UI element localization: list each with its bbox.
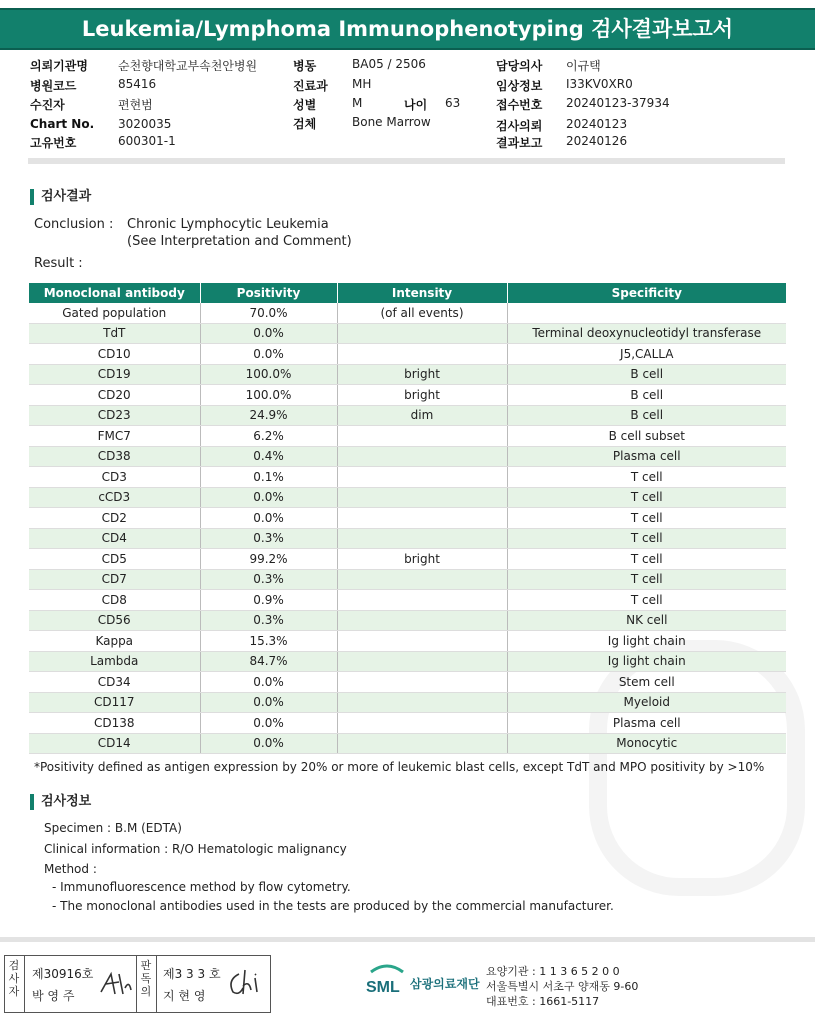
- positivity-cell: 15.3%: [200, 631, 337, 652]
- section-title-result: 검사결과: [30, 189, 91, 205]
- org-code: 요양기관 : 1 1 3 6 5 2 0 0: [486, 965, 620, 978]
- positivity-cell: 0.3%: [200, 528, 337, 549]
- column-header: Monoclonal antibody: [29, 283, 200, 303]
- signature-box: [4, 955, 271, 1013]
- specificity-cell: [507, 303, 786, 323]
- table-row: [29, 426, 786, 447]
- info-value: 3020035: [118, 117, 172, 131]
- antibody-cell: CD8: [29, 590, 200, 611]
- section-title-info: 검사정보: [30, 794, 91, 810]
- info-label: 담당의사: [496, 59, 543, 73]
- antibody-cell: CD138: [29, 713, 200, 734]
- reader-signature-icon: [225, 966, 265, 1000]
- antibody-cell: CD3: [29, 467, 200, 488]
- positivity-cell: 0.0%: [200, 733, 337, 754]
- specificity-cell: Terminal deoxynucleotidyl transferase: [507, 323, 786, 344]
- positivity-cell: 6.2%: [200, 426, 337, 447]
- method-line-1: - Immunofluorescence method by flow cytometry.: [52, 880, 351, 894]
- table-row: [29, 528, 786, 549]
- specificity-cell: Plasma cell: [507, 713, 786, 734]
- specificity-cell: Myeloid: [507, 692, 786, 713]
- specificity-cell: T cell: [507, 508, 786, 529]
- specificity-cell: Ig light chain: [507, 631, 786, 652]
- specificity-cell: B cell: [507, 385, 786, 406]
- table-row: [29, 692, 786, 713]
- specificity-cell: B cell: [507, 405, 786, 426]
- specimen-text: Specimen : B.M (EDTA): [44, 821, 182, 835]
- specificity-cell: T cell: [507, 487, 786, 508]
- intensity-cell: bright: [337, 549, 507, 570]
- antibody-cell: FMC7: [29, 426, 200, 447]
- antibody-cell: Lambda: [29, 651, 200, 672]
- column-header: Specificity: [507, 283, 786, 303]
- info-label: 병동: [293, 59, 317, 73]
- column-header: Intensity: [337, 283, 507, 303]
- specificity-cell: Monocytic: [507, 733, 786, 754]
- info-label: 의뢰기관명: [30, 59, 88, 73]
- antibody-cell: CD5: [29, 549, 200, 570]
- positivity-cell: 0.1%: [200, 467, 337, 488]
- info-value: 20240126: [566, 134, 628, 148]
- specificity-cell: B cell subset: [507, 426, 786, 447]
- antibody-cell: CD34: [29, 672, 200, 693]
- antibody-cell: CD2: [29, 508, 200, 529]
- antibody-cell: Gated population: [29, 303, 200, 323]
- info-label: 결과보고: [496, 136, 543, 150]
- intensity-cell: bright: [337, 385, 507, 406]
- table-row: [29, 569, 786, 590]
- info-label: 고유번호: [30, 136, 77, 150]
- intensity-cell: [337, 528, 507, 549]
- specificity-cell: B cell: [507, 364, 786, 385]
- antibody-cell: cCD3: [29, 487, 200, 508]
- table-row: [29, 508, 786, 529]
- intensity-cell: [337, 467, 507, 488]
- info-value: 600301-1: [118, 134, 176, 148]
- intensity-cell: [337, 426, 507, 447]
- intensity-cell: [337, 733, 507, 754]
- info-label: 나이: [404, 98, 428, 112]
- specificity-cell: Ig light chain: [507, 651, 786, 672]
- antibody-cell: TdT: [29, 323, 200, 344]
- intensity-cell: [337, 631, 507, 652]
- intensity-cell: [337, 651, 507, 672]
- positivity-cell: 24.9%: [200, 405, 337, 426]
- info-label: 진료과: [293, 79, 328, 93]
- antibody-cell: CD7: [29, 569, 200, 590]
- antibody-cell: CD38: [29, 446, 200, 467]
- intensity-cell: [337, 692, 507, 713]
- info-value: M: [352, 96, 363, 110]
- intensity-cell: [337, 487, 507, 508]
- positivity-cell: 0.3%: [200, 610, 337, 631]
- method-label: Method :: [44, 862, 97, 876]
- method-line-2: - The monoclonal antibodies used in the tests are produced by the commercial manufacturer.: [52, 899, 614, 913]
- sml-logo-icon: [365, 962, 409, 998]
- examiner-label: 검사자: [8, 959, 20, 998]
- positivity-cell: 0.0%: [200, 508, 337, 529]
- intensity-cell: dim: [337, 405, 507, 426]
- antibody-cell: CD20: [29, 385, 200, 406]
- positivity-cell: 0.0%: [200, 672, 337, 693]
- examiner-name: 박 영 주: [32, 989, 75, 1003]
- intensity-cell: [337, 508, 507, 529]
- result-label: Result :: [34, 256, 83, 271]
- table-row: [29, 610, 786, 631]
- info-label: 임상정보: [496, 79, 543, 93]
- info-value: Bone Marrow: [352, 115, 431, 129]
- antibody-cell: CD117: [29, 692, 200, 713]
- positivity-cell: 100.0%: [200, 385, 337, 406]
- conclusion-label: Conclusion :: [34, 217, 114, 232]
- antibody-cell: CD14: [29, 733, 200, 754]
- info-value: MH: [352, 77, 372, 91]
- positivity-cell: 100.0%: [200, 364, 337, 385]
- specificity-cell: Plasma cell: [507, 446, 786, 467]
- table-row: [29, 467, 786, 488]
- positivity-cell: 0.4%: [200, 446, 337, 467]
- table-row: [29, 590, 786, 611]
- reader-label: 판독의: [140, 959, 152, 998]
- org-name: 삼광의료재단: [410, 977, 480, 991]
- specificity-cell: T cell: [507, 528, 786, 549]
- intensity-cell: [337, 610, 507, 631]
- info-value: 85416: [118, 77, 157, 91]
- svg-text:SML: SML: [366, 979, 400, 996]
- positivity-cell: 0.3%: [200, 569, 337, 590]
- intensity-cell: [337, 713, 507, 734]
- footer-divider: [0, 937, 815, 942]
- positivity-cell: 0.0%: [200, 323, 337, 344]
- positivity-cell: 0.0%: [200, 344, 337, 365]
- divider: [28, 158, 785, 164]
- table-row: [29, 323, 786, 344]
- antibody-cell: CD4: [29, 528, 200, 549]
- org-address: 서울특별시 서초구 양재동 9-60: [486, 980, 639, 993]
- table-row: [29, 487, 786, 508]
- table-row: [29, 446, 786, 467]
- info-value: 20240123: [566, 117, 628, 131]
- org-phone: 대표번호 : 1661-5117: [486, 995, 600, 1008]
- footnote: *Positivity defined as antigen expression by 20% or more of leukemic blast cells, except TdT and MPO positivity by >10%: [34, 760, 765, 774]
- antibody-cell: CD10: [29, 344, 200, 365]
- antibody-cell: CD56: [29, 610, 200, 631]
- info-value: 순천향대학교부속천안병원: [118, 59, 258, 73]
- intensity-cell: [337, 344, 507, 365]
- antibody-cell: CD23: [29, 405, 200, 426]
- specificity-cell: J5,CALLA: [507, 344, 786, 365]
- specificity-cell: NK cell: [507, 610, 786, 631]
- table-row: [29, 713, 786, 734]
- column-header: Positivity: [200, 283, 337, 303]
- info-label: 검사의뢰: [496, 119, 543, 133]
- intensity-cell: [337, 446, 507, 467]
- intensity-cell: [337, 672, 507, 693]
- info-value: 63: [445, 96, 461, 110]
- intensity-cell: [337, 590, 507, 611]
- clinical-info-text: Clinical information : R/O Hematologic malignancy: [44, 842, 347, 856]
- intensity-cell: [337, 323, 507, 344]
- examiner-signature-icon: [97, 968, 133, 1000]
- info-label: 수진자: [30, 98, 65, 112]
- intensity-cell: [337, 569, 507, 590]
- report-title: Leukemia/Lymphoma Immunophenotyping 검사결과보고서: [0, 8, 815, 50]
- info-value: 이규택: [566, 59, 601, 73]
- table-row: [29, 405, 786, 426]
- conclusion-line-2: (See Interpretation and Comment): [127, 234, 352, 249]
- antibody-cell: CD19: [29, 364, 200, 385]
- table-row: [29, 303, 786, 323]
- reader-name: 지 현 영: [163, 989, 206, 1003]
- table-row: [29, 549, 786, 570]
- info-value: BA05 / 2506: [352, 57, 426, 71]
- specificity-cell: T cell: [507, 467, 786, 488]
- intensity-cell: (of all events): [337, 303, 507, 323]
- specificity-cell: T cell: [507, 590, 786, 611]
- info-value: 20240123-37934: [566, 96, 670, 110]
- table-row: [29, 344, 786, 365]
- info-label: 성별: [293, 98, 317, 112]
- table-row: [29, 651, 786, 672]
- table-header-row: [29, 283, 786, 303]
- table-row: [29, 672, 786, 693]
- positivity-cell: 0.9%: [200, 590, 337, 611]
- positivity-cell: 70.0%: [200, 303, 337, 323]
- info-value: I33KV0XR0: [566, 77, 633, 91]
- specificity-cell: Stem cell: [507, 672, 786, 693]
- conclusion-line-1: Chronic Lymphocytic Leukemia: [127, 217, 329, 232]
- positivity-cell: 0.0%: [200, 487, 337, 508]
- table-row: [29, 733, 786, 754]
- table-row: [29, 385, 786, 406]
- table-row: [29, 364, 786, 385]
- info-label: Chart No.: [30, 117, 95, 131]
- positivity-cell: 0.0%: [200, 713, 337, 734]
- positivity-cell: 84.7%: [200, 651, 337, 672]
- info-value: 편현범: [118, 98, 153, 112]
- intensity-cell: bright: [337, 364, 507, 385]
- positivity-cell: 0.0%: [200, 692, 337, 713]
- info-label: 검체: [293, 117, 317, 131]
- specificity-cell: T cell: [507, 569, 786, 590]
- positivity-cell: 99.2%: [200, 549, 337, 570]
- specificity-cell: T cell: [507, 549, 786, 570]
- results-table: [29, 283, 786, 754]
- table-row: [29, 631, 786, 652]
- info-label: 병원코드: [30, 79, 77, 93]
- antibody-cell: Kappa: [29, 631, 200, 652]
- info-label: 접수번호: [496, 98, 543, 112]
- examiner-license: 제30916호: [32, 967, 94, 981]
- reader-license: 제3 3 3 호: [163, 967, 221, 981]
